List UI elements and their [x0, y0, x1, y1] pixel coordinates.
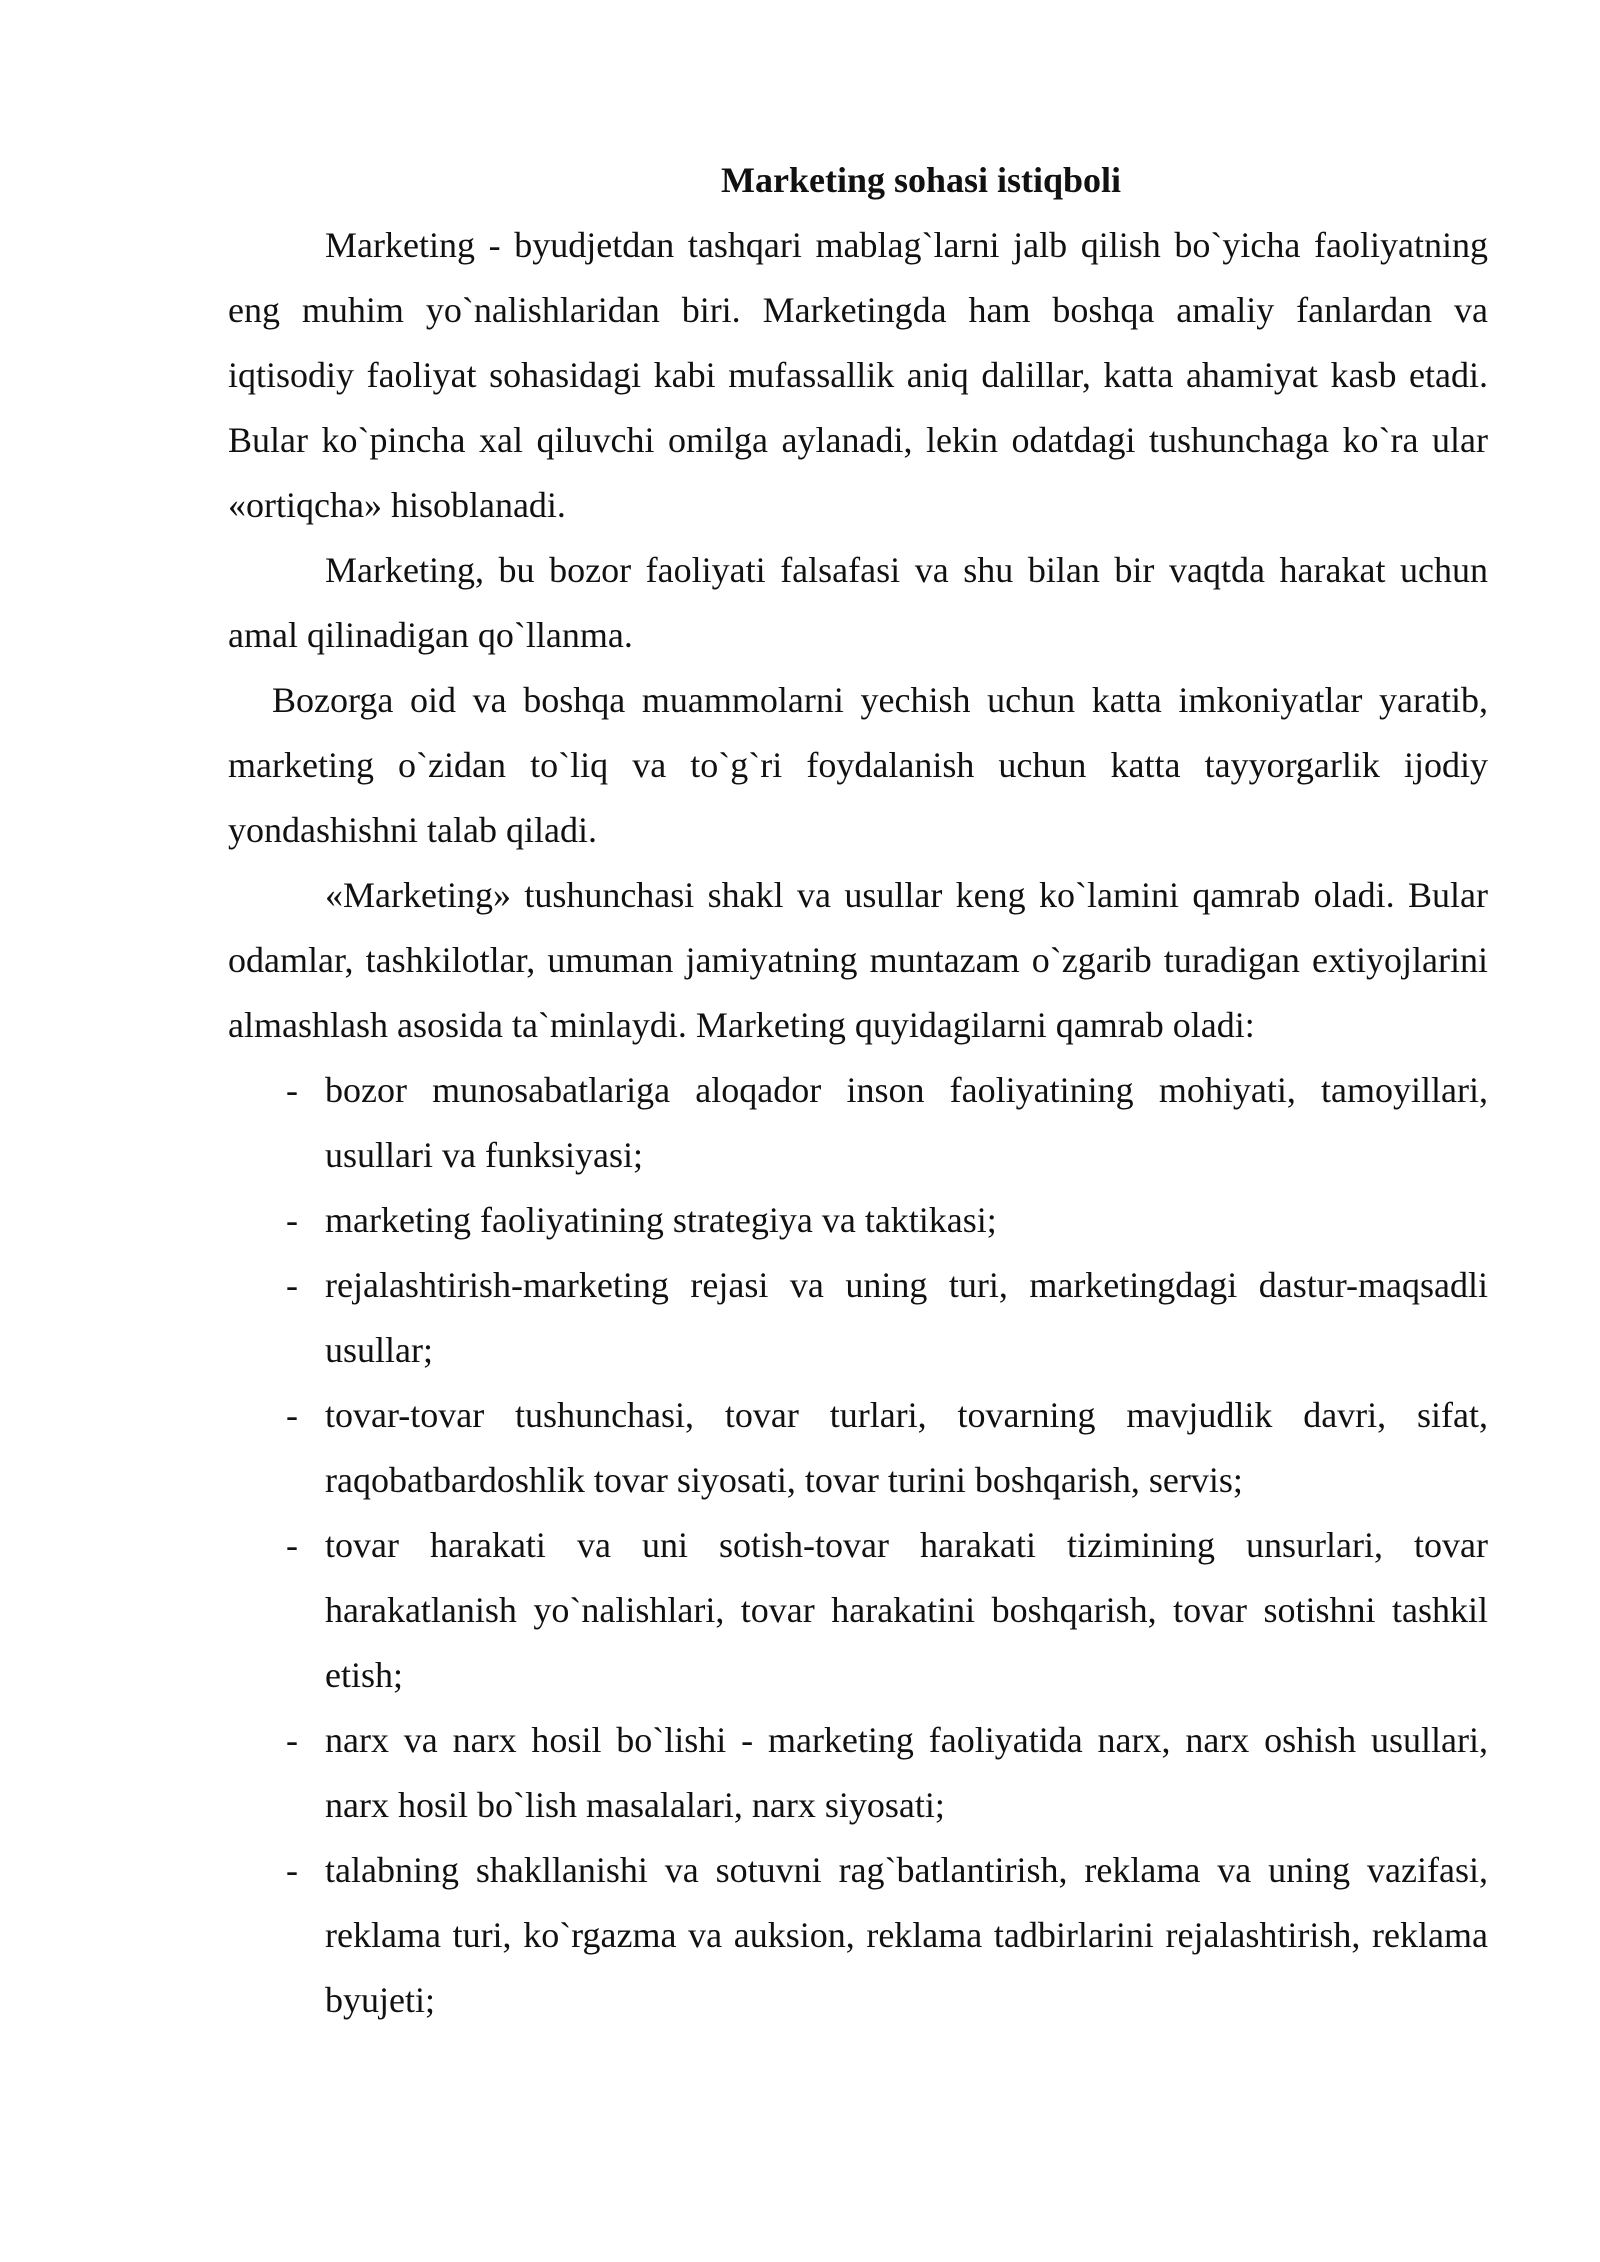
document-page [228, 148, 1488, 2033]
paragraph-3: Bozorga oid va boshqa muammolarni yechish uchun katta imkoniyatlar yaratib, marketing o`zidan to`liq va to`g`ri foydalanish uchun katta tayyorgarlik ijodiy yondashishni talab qiladi. [228, 680, 1488, 850]
list-item [228, 1708, 1488, 1838]
list-item [228, 1253, 1488, 1383]
list-item-text: rejalashtirish-marketing rejasi va uning turi, marketingdagi dastur-maqsadli usullar; [325, 1265, 1488, 1370]
list-item-text: marketing faoliyatining strategiya va taktikasi; [325, 1200, 997, 1240]
page-title: Marketing sohasi istiqboli [721, 160, 1122, 200]
list-item-text: talabning shakllanishi va sotuvni rag`batlantirish, reklama va uning vazifasi, reklama turi, ko`rgazma va auksion, reklama tadbirlarini rejalashtirish, reklama byujeti; [325, 1850, 1488, 2020]
list-item [228, 1383, 1488, 1513]
bullet-dash: - [286, 1395, 298, 1435]
bullet-dash: - [286, 1265, 298, 1305]
bullet-dash: - [286, 1720, 298, 1760]
bullet-dash: - [286, 1525, 298, 1565]
list-item-text: narx va narx hosil bo`lishi - marketing faoliyatida narx, narx oshish usullari, narx hosil bo`lish masalalari, narx siyosati; [325, 1720, 1488, 1825]
bullet-dash: - [286, 1850, 298, 1890]
list-item [228, 1838, 1488, 2033]
bullet-list [228, 1058, 1488, 2033]
list-item [228, 1058, 1488, 1188]
list-item-text: bozor munosabatlariga aloqador inson faoliyatining mohiyati, tamoyillari, usullari va funksiyasi; [325, 1070, 1488, 1175]
paragraph-2: Marketing, bu bozor faoliyati falsafasi va shu bilan bir vaqtda harakat uchun amal qilinadigan qo`llanma. [228, 550, 1488, 655]
list-item [228, 1188, 1488, 1253]
list-item-text: tovar harakati va uni sotish-tovar harakati tizimining unsurlari, tovar harakatlanish yo`nalishlari, tovar harakatini boshqarish, tovar sotishni tashkil etish; [325, 1525, 1488, 1695]
list-item-text: tovar-tovar tushunchasi, tovar turlari, tovarning mavjudlik davri, sifat, raqobatbardoshlik tovar siyosati, tovar turini boshqarish, servis; [325, 1395, 1488, 1500]
paragraph-4: «Marketing» tushunchasi shakl va usullar keng ko`lamini qamrab oladi. Bular odamlar, tashkilotlar, umuman jamiyatning muntazam o`zgarib turadigan extiyojlarini almashlash asosida ta`minlaydi. Marketing quyidagilarni qamrab oladi: [228, 875, 1488, 1045]
bullet-dash: - [286, 1070, 298, 1110]
list-item [228, 1513, 1488, 1708]
bullet-dash: - [286, 1200, 298, 1240]
paragraph-1: Marketing - byudjetdan tashqari mablag`larni jalb qilish bo`yicha faoliyatning eng muhim yo`nalishlaridan biri. Marketingda ham boshqa amaliy fanlardan va iqtisodiy faoliyat sohasidagi kabi mufassallik aniq dalillar, katta ahamiyat kasb etadi. Bular ko`pincha xal qiluvchi omilga aylanadi, lekin odatdagi tushunchaga ko`ra ular «ortiqcha» hisoblanadi. [228, 225, 1488, 525]
